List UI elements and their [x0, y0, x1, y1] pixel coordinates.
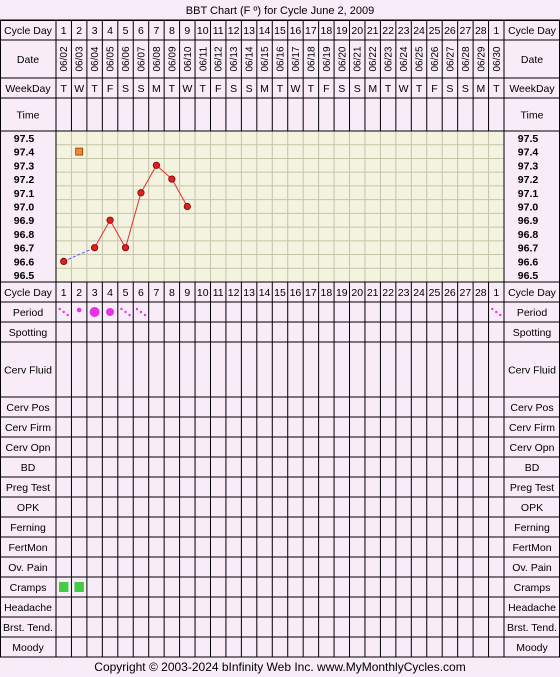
- row-label-cycle-day-lower: Cycle Day: [4, 287, 52, 299]
- y-tick-label: 96.6: [13, 256, 35, 269]
- obs-label: Brst. Tend.: [3, 622, 53, 634]
- weekday-cell: T: [199, 83, 206, 95]
- obs-label: Cerv Fluid: [4, 364, 52, 377]
- weekday-cell: T: [415, 83, 423, 95]
- y-tick-label-right: 97.1: [517, 187, 539, 200]
- y-tick-label: 96.5: [13, 270, 35, 283]
- date-cell: 06/17: [290, 46, 302, 72]
- cramps-mark: [74, 582, 83, 592]
- cycle-day-cell: 11: [212, 25, 224, 37]
- obs-label: Moody: [12, 642, 44, 654]
- plot-area: [56, 131, 504, 282]
- date-cell: 06/08: [151, 46, 163, 72]
- cycle-day-cell: 23: [397, 25, 410, 37]
- period-spotting-dot: [140, 311, 142, 313]
- obs-label-right: Cerv Fluid: [508, 364, 556, 377]
- cycle-day-cell-lower: 7: [153, 287, 160, 299]
- temp-point: [184, 203, 190, 209]
- obs-label-right: Cerv Pos: [510, 402, 554, 414]
- cycle-day-cell: 21: [366, 25, 379, 37]
- temp-point: [153, 162, 159, 168]
- period-spotting-dot: [136, 308, 138, 310]
- cycle-day-cell: 24: [413, 25, 425, 37]
- weekday-cell: M: [368, 83, 378, 95]
- date-cell: 06/11: [198, 46, 210, 72]
- temp-point: [61, 258, 67, 264]
- weekday-cell: W: [398, 83, 409, 95]
- cycle-day-cell-lower: 25: [428, 287, 441, 299]
- date-cell: 06/10: [182, 46, 194, 72]
- y-tick-label-right: 97.5: [517, 132, 539, 145]
- weekday-cell: M: [152, 83, 161, 95]
- y-tick-label-right: 97.0: [517, 201, 539, 214]
- row-label-right-date: Date: [520, 54, 544, 66]
- obs-label-right: Cerv Opn: [509, 442, 555, 454]
- temp-point: [138, 190, 144, 196]
- weekday-cell: T: [493, 83, 500, 95]
- obs-label-right: Cerv Firm: [508, 422, 556, 434]
- period-light-mark: [77, 308, 82, 313]
- cycle-day-cell-lower: 15: [274, 287, 286, 299]
- cycle-day-cell: 5: [122, 25, 129, 37]
- weekday-cell: F: [106, 83, 114, 95]
- obs-label: Headache: [4, 602, 52, 614]
- y-tick-label: 96.9: [13, 215, 35, 228]
- obs-label-right: BD: [524, 462, 540, 474]
- cycle-day-cell-lower: 6: [138, 287, 144, 299]
- period-spotting-dot: [144, 314, 146, 316]
- y-tick-label: 96.7: [13, 242, 35, 255]
- obs-label-right: Ov. Pain: [512, 562, 552, 574]
- y-tick-label-right: 97.4: [517, 146, 539, 159]
- weekday-cell: S: [230, 83, 238, 95]
- cycle-day-cell-lower: 18: [320, 287, 333, 299]
- period-spotting-dot: [124, 311, 126, 313]
- cycle-day-cell-lower: 1: [493, 287, 500, 299]
- obs-label-right: Moody: [516, 642, 548, 654]
- cycle-day-cell: 12: [227, 25, 240, 37]
- weekday-cell: S: [338, 83, 346, 95]
- date-cell: 06/05: [105, 46, 117, 72]
- cycle-day-cell: 25: [428, 25, 441, 37]
- y-tick-label: 97.0: [13, 201, 35, 214]
- date-cell: 06/02: [59, 46, 71, 72]
- y-tick-label: 97.5: [13, 132, 35, 145]
- period-medium-mark: [106, 308, 114, 316]
- weekday-cell: W: [182, 83, 193, 95]
- date-cell: 06/26: [429, 46, 441, 72]
- obs-label-right: Brst. Tend.: [507, 622, 557, 634]
- weekday-cell: T: [168, 83, 176, 95]
- period-spotting-dot: [495, 311, 497, 313]
- y-tick-label: 97.3: [13, 160, 35, 173]
- obs-label-right: Preg Test: [509, 482, 555, 494]
- obs-label-right: Period: [516, 307, 548, 319]
- date-cell: 06/23: [383, 46, 395, 72]
- cycle-day-cell-lower: 1: [60, 287, 67, 299]
- obs-label-right: Ferning: [514, 522, 550, 534]
- row-label-right-weekday: WeekDay: [509, 83, 555, 95]
- period-spotting-dot: [128, 314, 130, 316]
- date-cell: 06/22: [368, 46, 380, 72]
- period-spotting-dot: [59, 308, 61, 310]
- date-cell: 06/07: [136, 46, 148, 72]
- cycle-day-cell-lower: 19: [335, 287, 348, 299]
- obs-label: Ferning: [10, 522, 46, 534]
- y-tick-label: 97.4: [13, 146, 35, 159]
- weekday-cell: T: [307, 83, 315, 95]
- weekday-cell: F: [431, 83, 438, 95]
- cycle-day-cell: 1: [60, 25, 67, 37]
- date-cell: 06/15: [260, 46, 272, 72]
- cramps-mark: [59, 582, 68, 592]
- weekday-cell: S: [461, 83, 469, 95]
- temp-point: [91, 244, 97, 250]
- date-cell: 06/16: [275, 46, 287, 72]
- cycle-day-cell-lower: 17: [305, 287, 317, 299]
- obs-label: Cramps: [9, 582, 47, 594]
- cycle-day-cell: 6: [138, 25, 144, 37]
- date-cell: 06/09: [167, 46, 179, 72]
- other-temp-marker: [76, 148, 83, 155]
- y-tick-label-right: 96.5: [517, 270, 539, 283]
- weekday-cell: F: [214, 83, 222, 95]
- weekday-cell: F: [323, 83, 330, 95]
- cycle-day-cell-lower: 13: [243, 287, 255, 299]
- y-tick-label-right: 96.9: [517, 215, 539, 228]
- obs-label-right: Spotting: [512, 327, 552, 339]
- cycle-day-cell-lower: 10: [196, 287, 209, 299]
- weekday-cell: S: [353, 83, 361, 95]
- weekday-cell: T: [384, 83, 392, 95]
- weekday-cell: S: [245, 83, 253, 95]
- date-cell: 06/18: [306, 46, 318, 72]
- row-label-date: Date: [16, 54, 40, 66]
- cycle-day-cell: 15: [274, 25, 286, 37]
- y-tick-label-right: 97.2: [517, 174, 539, 187]
- cycle-day-cell: 26: [444, 25, 456, 37]
- cycle-day-cell-lower: 21: [366, 287, 379, 299]
- date-cell: 06/12: [213, 46, 225, 72]
- date-cell: 06/21: [352, 46, 364, 72]
- date-cell: 06/14: [244, 46, 256, 72]
- cycle-day-cell: 20: [351, 25, 364, 37]
- date-cell: 06/03: [74, 46, 86, 72]
- cycle-day-cell-lower: 27: [459, 287, 472, 299]
- date-cell: 06/19: [321, 46, 333, 72]
- date-cell: 06/04: [90, 46, 102, 72]
- obs-label: FertMon: [8, 542, 48, 554]
- cycle-day-cell: 4: [107, 25, 113, 37]
- cycle-day-cell-lower: 9: [184, 287, 191, 299]
- row-label-cycle_day: Cycle Day: [4, 25, 52, 37]
- row-label-right-time: Time: [520, 109, 544, 122]
- cycle-day-cell: 19: [335, 25, 348, 37]
- cycle-day-cell: 17: [305, 25, 317, 37]
- temp-point: [122, 244, 128, 250]
- period-spotting-dot: [67, 314, 69, 316]
- cycle-day-cell: 8: [168, 25, 175, 37]
- copyright-footer: Copyright © 2003-2024 bInfinity Web Inc. www.MyMonthlyCycles.com: [94, 660, 466, 674]
- cycle-day-cell: 7: [153, 25, 160, 37]
- date-cell: 06/20: [337, 46, 349, 72]
- temp-point: [107, 217, 113, 223]
- cycle-day-cell-lower: 16: [289, 287, 302, 299]
- obs-label: BD: [20, 462, 36, 474]
- y-tick-label: 97.2: [13, 174, 35, 187]
- cycle-day-cell-lower: 4: [107, 287, 113, 299]
- weekday-cell: T: [91, 83, 98, 95]
- y-tick-label-right: 97.3: [517, 160, 539, 173]
- y-tick-label-right: 96.6: [517, 256, 539, 269]
- date-cell: 06/27: [445, 46, 457, 72]
- weekday-cell: W: [74, 83, 85, 95]
- cycle-day-cell: 28: [474, 25, 487, 37]
- cycle-day-cell: 9: [184, 25, 191, 37]
- period-spotting-dot: [63, 311, 65, 313]
- cycle-day-cell-lower: 3: [91, 287, 98, 299]
- row-label-right-cycle_day: Cycle Day: [508, 25, 556, 37]
- row-label-right-cycle-day-lower: Cycle Day: [508, 287, 556, 299]
- cycle-day-cell-lower: 22: [382, 287, 394, 299]
- cycle-day-cell-lower: 12: [227, 287, 240, 299]
- obs-label-right: Headache: [508, 602, 556, 614]
- cycle-day-cell: 10: [196, 25, 209, 37]
- cycle-day-cell: 3: [91, 25, 98, 37]
- weekday-cell: S: [122, 83, 130, 95]
- cycle-day-cell: 22: [382, 25, 394, 37]
- date-cell: 06/28: [460, 46, 472, 72]
- weekday-cell: S: [446, 83, 454, 95]
- cycle-day-cell: 14: [258, 25, 271, 37]
- obs-label: Cerv Pos: [6, 402, 50, 414]
- obs-label-right: OPK: [520, 502, 544, 514]
- obs-label-right: Cramps: [513, 582, 551, 594]
- date-cell: 06/25: [414, 46, 426, 72]
- weekday-cell: M: [476, 83, 486, 95]
- weekday-cell: S: [137, 83, 145, 95]
- row-label-weekday: WeekDay: [5, 83, 51, 95]
- period-spotting-dot: [499, 314, 501, 316]
- cycle-day-cell-lower: 20: [351, 287, 364, 299]
- y-tick-label: 96.8: [13, 228, 35, 241]
- cycle-day-cell-lower: 2: [76, 287, 83, 299]
- cycle-day-cell: 2: [76, 25, 83, 37]
- obs-label: OPK: [16, 502, 40, 514]
- y-tick-label-right: 96.8: [517, 228, 539, 241]
- obs-label: Cerv Firm: [4, 422, 52, 434]
- date-cell: 06/30: [491, 46, 503, 72]
- obs-label-right: FertMon: [512, 542, 552, 554]
- cycle-day-cell-lower: 23: [397, 287, 410, 299]
- cycle-day-cell-lower: 5: [122, 287, 129, 299]
- cycle-day-cell-lower: 26: [444, 287, 456, 299]
- cycle-day-cell: 13: [243, 25, 255, 37]
- date-cell: 06/24: [399, 46, 411, 72]
- temp-point: [169, 176, 175, 182]
- date-cell: 06/29: [476, 46, 488, 72]
- period-spotting-dot: [491, 308, 493, 310]
- weekday-cell: T: [60, 83, 67, 95]
- row-label-time: Time: [16, 109, 40, 122]
- y-tick-label-right: 96.7: [517, 242, 539, 255]
- cycle-day-cell: 27: [459, 25, 472, 37]
- cycle-day-cell-lower: 14: [258, 287, 271, 299]
- obs-label: Preg Test: [5, 482, 51, 494]
- obs-label: Spotting: [8, 327, 48, 339]
- cycle-day-cell-lower: 28: [474, 287, 487, 299]
- date-cell: 06/06: [121, 46, 133, 72]
- obs-label: Cerv Opn: [5, 442, 51, 454]
- y-tick-label: 97.1: [13, 187, 35, 200]
- period-heavy-mark: [90, 307, 100, 317]
- chart-title: BBT Chart (F º) for Cycle June 2, 2009: [185, 5, 375, 17]
- weekday-cell: M: [260, 83, 269, 95]
- weekday-cell: T: [276, 83, 284, 95]
- obs-label: Ov. Pain: [8, 562, 48, 574]
- cycle-day-cell: 16: [289, 25, 302, 37]
- cycle-day-cell: 18: [320, 25, 333, 37]
- date-cell: 06/13: [229, 46, 241, 72]
- cycle-day-cell: 1: [493, 25, 500, 37]
- obs-label: Period: [12, 307, 44, 319]
- weekday-cell: W: [290, 83, 301, 95]
- cycle-day-cell-lower: 11: [212, 287, 224, 299]
- cycle-day-cell-lower: 8: [168, 287, 175, 299]
- period-spotting-dot: [120, 308, 122, 310]
- cycle-day-cell-lower: 24: [413, 287, 425, 299]
